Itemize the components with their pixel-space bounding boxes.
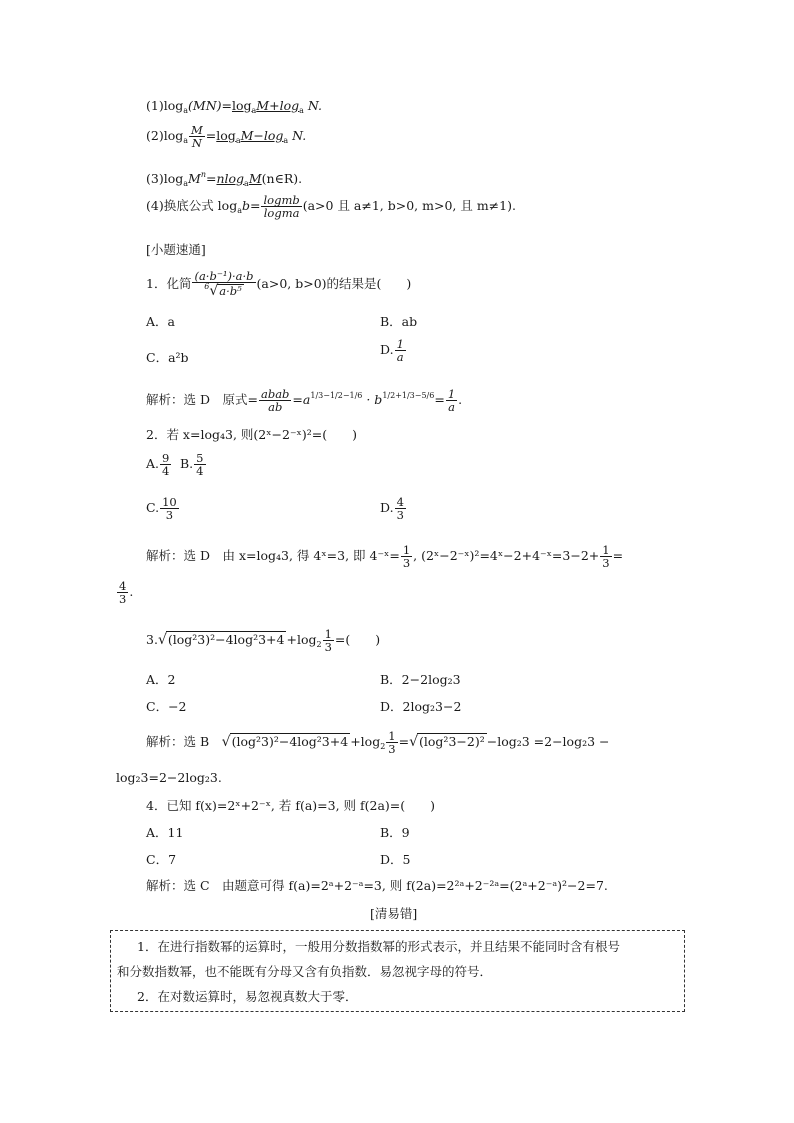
question-1-option-b: B．ab [380, 314, 418, 329]
question-3-option-c: C．−2 [146, 699, 187, 714]
question-4-option-d: D．5 [380, 852, 411, 867]
question-4-solution: 解析：选 C 由题意可得 f(a)=2ᵃ+2⁻ᵃ=3, 则 f(2a)=2²ᵃ+2⁻²ᵃ=(2ᵃ+2⁻ᵃ)²−2=7. [146, 878, 608, 893]
question-1-option-d: D. $\frac{1}{a}$ [380, 337, 404, 365]
question-1-option-c: C．a²b [146, 350, 189, 365]
question-2-stem: 2．若 x=log₄3, 则(2ˣ−2⁻ˣ)²=( ) [146, 427, 357, 442]
section-heading-common-mistakes: [清易错] [370, 906, 418, 921]
question-3-stem: $3.√(\log^23)^2-4\log^23+4 +\log_2$ $\frac{1}{3}$ =( ) [146, 627, 381, 655]
question-4-option-a: A．11 [146, 825, 184, 840]
question-2-option-c: C. $\frac{10}{3}$ [146, 495, 177, 523]
question-3-option-d: D．2log₂3−2 [380, 699, 462, 714]
question-1-stem: 1．化简 $\frac{\text{(a·b⁻¹)·a·b}}{^6√a\cdot b^5}$ (a>0, b>0)的结果是( ) [146, 269, 412, 300]
question-4-stem: 4．已知 f(x)=2ˣ+2⁻ˣ, 若 f(a)=3, 则 f(2a)=( ) [146, 798, 436, 813]
question-1-solution: 解析：选 D 原式= $\frac{\text{abab}}{ab}$ $=a^{1/3-1/2-1/6} \cdot b^{1/2+1/3-5/6}=$ $\frac{1}{a}$ . [146, 387, 463, 415]
question-3-option-b: B．2−2log₂3 [380, 672, 461, 687]
question-2-solution-continued: $\frac{4}{3}$ . [119, 579, 134, 607]
common-mistakes-box [110, 930, 685, 1012]
formula-power-rule: $(3)\log_aM^n=nlog_aM(n\in R)$. [146, 170, 303, 188]
formula-product-rule: $(1)\log_a(MN)=\log_aM+\log_a$ N. [146, 98, 322, 115]
formula-change-of-base: (4)换底公式 $\log_ab=$ $\frac{\text{logmb}}{\text{logma}}$ (a>0 且 a≠1, b>0, m>0, 且 m≠1). [146, 193, 516, 221]
question-2-option-d: D. $\frac{4}{3}$ [380, 495, 404, 523]
tip-2: 2．在对数运算时，易忽视真数大于零． [137, 989, 358, 1004]
question-3-solution-continued: log₂3=2−2log₂3. [116, 770, 222, 785]
question-2-option-a: A. $\frac{9}{4}$ [146, 451, 170, 479]
tip-1-line-2: 和分数指数幂，也不能既有分母又含有负指数．易忽视字母的符号． [117, 964, 493, 979]
question-4-option-c: C．7 [146, 852, 177, 867]
question-2-solution: 解析：选 D 由 x=log₄3, 得 4ˣ=3, 即 4⁻ˣ= $\frac{1}{3}$ , (2ˣ−2⁻ˣ)²=4ˣ−2+4⁻ˣ=3−2+ $\frac{1}{3}$ = [146, 543, 624, 571]
formula-quotient-rule: $(2)\log_a$ $\frac{M}{N}$ $=\log_aM-\log_a$ N. [146, 123, 307, 151]
section-heading-quick-practice: [小题速通] [146, 242, 206, 257]
question-1-option-a: A．a [146, 314, 175, 329]
question-3-option-a: A．2 [146, 672, 176, 687]
question-2-option-b: B. $\frac{5}{4}$ [180, 451, 204, 479]
question-3-solution: 解析：选 B $√(\log^23)^2-4\log^23+4 +\log_2$ $\frac{1}{3}$ =√(log²3−2)² −log₂3 =2−log₂3 − [146, 729, 610, 757]
tip-1-line-1: 1．在进行指数幂的运算时，一般用分数指数幂的形式表示，并且结果不能同时含有根号 [137, 939, 620, 954]
question-4-option-b: B．9 [380, 825, 410, 840]
